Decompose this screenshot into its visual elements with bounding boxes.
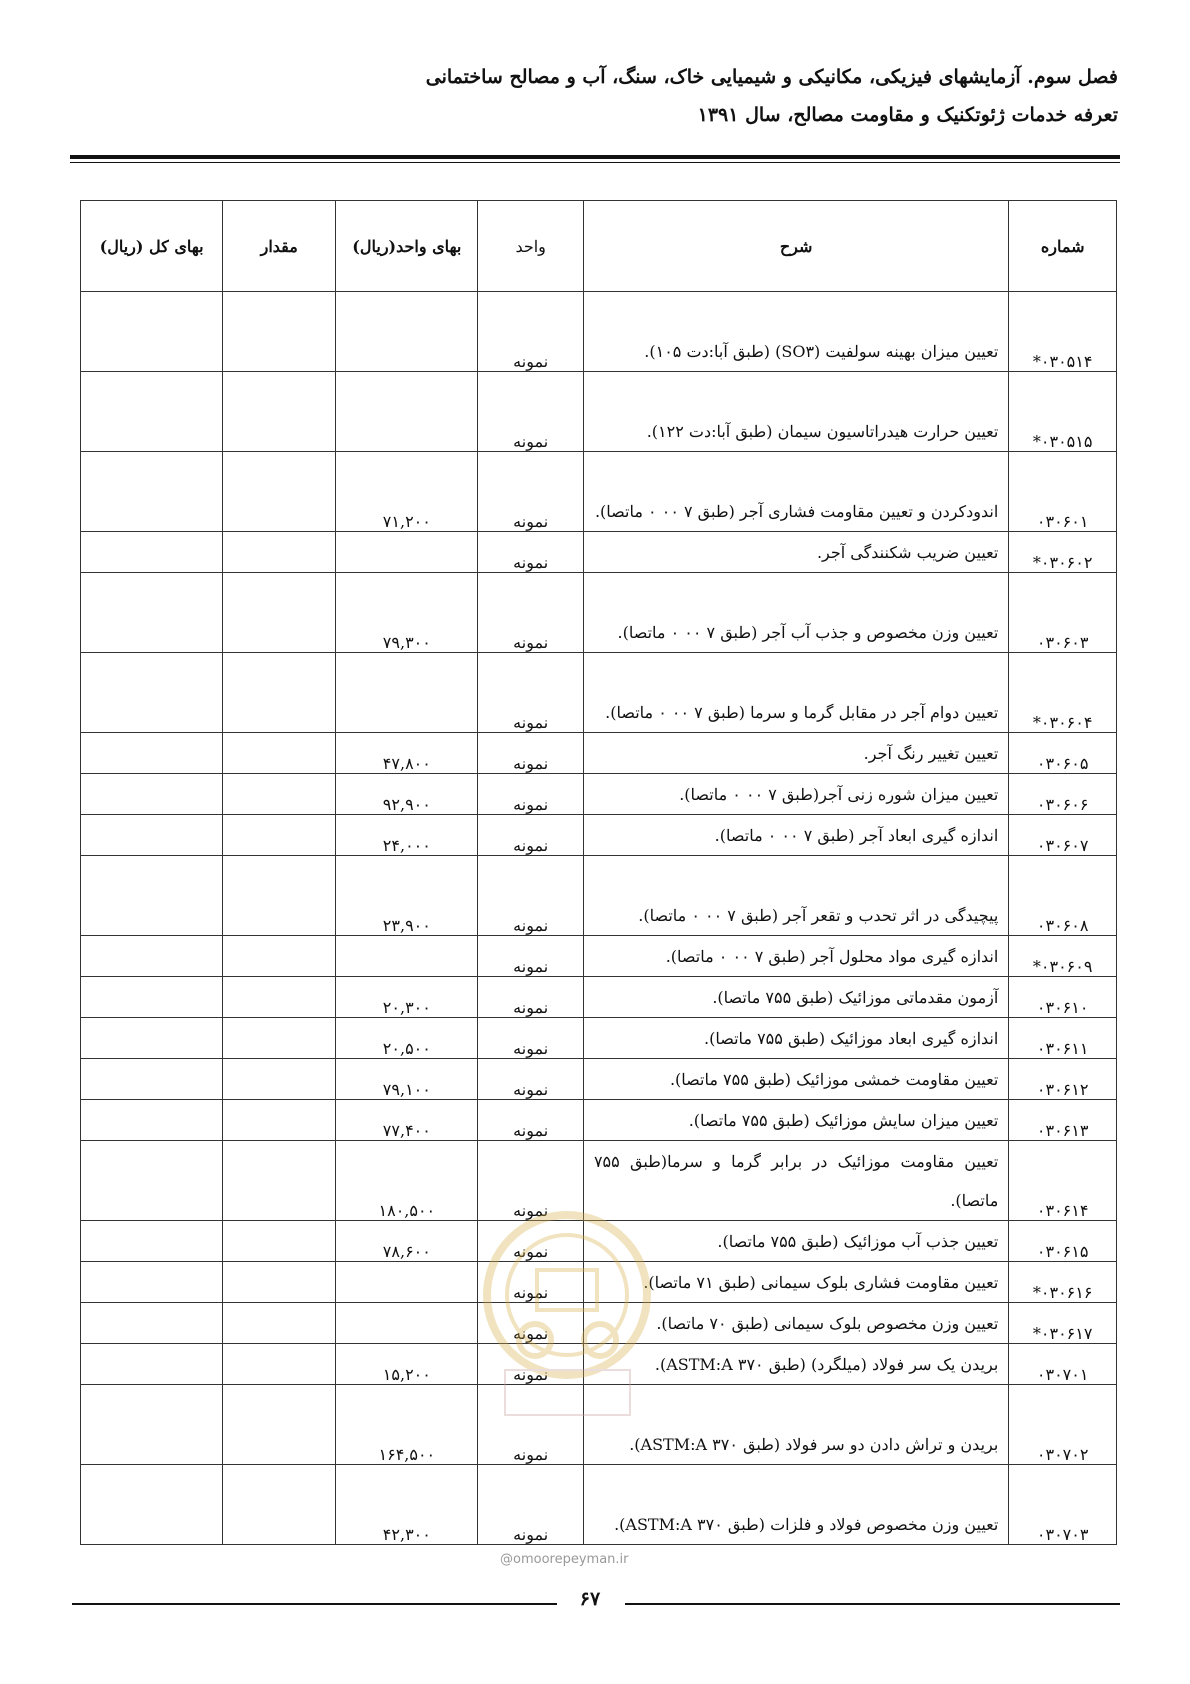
table-row (81, 1059, 1117, 1100)
row-quantity (223, 573, 336, 653)
row-description: تعیین میزان سایش موزائیک (طبق ۷۵۵ ماتصا). (583, 1100, 1008, 1141)
row-unit: نمونه (478, 856, 584, 936)
row-code: ۰۳۰۷۰۳ (1009, 1465, 1117, 1545)
row-unit-price: ۲۰,۵۰۰ (336, 1018, 478, 1059)
row-description: اندودکردن و تعیین مقاومت فشاری آجر (طبق ۷ ۰۰ ۰ ماتصا). (583, 452, 1008, 532)
row-unit: نمونه (478, 1100, 584, 1141)
row-code: ۰۳۰۶۱۵ (1009, 1221, 1117, 1262)
footer-rule-left (72, 1603, 557, 1605)
row-quantity (223, 936, 336, 977)
table-row (81, 573, 1117, 653)
row-total-price (81, 653, 223, 733)
row-description: بریدن یک سر فولاد (میلگرد) (طبق ۳۷۰ ASTM:A). (583, 1344, 1008, 1385)
row-code: ۰۳۰۵۱۵* (1009, 372, 1117, 452)
row-unit: نمونه (478, 1385, 584, 1465)
row-quantity (223, 1018, 336, 1059)
row-code: ۰۳۰۶۰۹* (1009, 936, 1117, 977)
row-description: بریدن و تراش دادن دو سر فولاد (طبق ۳۷۰ ASTM:A). (583, 1385, 1008, 1465)
watermark-text: @omoorepeyman.ir (500, 1552, 629, 1567)
row-unit-price (336, 372, 478, 452)
row-quantity (223, 1344, 336, 1385)
row-description: تعیین مقاومت موزائیک در برابر گرما و سرما(طبق ۷۵۵ ماتصا). (583, 1141, 1008, 1221)
row-quantity (223, 452, 336, 532)
row-total-price (81, 1303, 223, 1344)
row-unit-price: ۷۸,۶۰۰ (336, 1221, 478, 1262)
row-description: تعیین ضریب شکنندگی آجر. (583, 532, 1008, 573)
table-row (81, 292, 1117, 372)
row-quantity (223, 1262, 336, 1303)
table-row (81, 1465, 1117, 1545)
row-description: تعیین تغییر رنگ آجر. (583, 733, 1008, 774)
header-rule-thick (70, 155, 1120, 159)
row-unit-price: ۲۳,۹۰۰ (336, 856, 478, 936)
row-code: ۰۳۰۶۱۲ (1009, 1059, 1117, 1100)
row-unit: نمونه (478, 1344, 584, 1385)
page-number: ۶۷ (579, 1588, 601, 1610)
table-row (81, 936, 1117, 977)
chapter-title: فصل سوم. آزمایشهای فیزیکی، مکانیکی و شیمیایی خاک، سنگ، آب و مصالح ساختمانی (425, 66, 1118, 88)
row-unit-price: ۴۲,۳۰۰ (336, 1465, 478, 1545)
row-unit: نمونه (478, 977, 584, 1018)
footer-rule-right (625, 1603, 1120, 1605)
row-unit: نمونه (478, 372, 584, 452)
document-subtitle: تعرفه خدمات ژئوتکنیک و مقاومت مصالح، سال ۱۳۹۱ (697, 104, 1118, 126)
row-quantity (223, 1141, 336, 1221)
row-unit: نمونه (478, 653, 584, 733)
row-unit: نمونه (478, 733, 584, 774)
page-header (72, 60, 1118, 132)
row-total-price (81, 1221, 223, 1262)
row-unit: نمونه (478, 452, 584, 532)
row-code: ۰۳۰۶۰۶ (1009, 774, 1117, 815)
row-unit-price (336, 532, 478, 573)
row-unit-price (336, 1303, 478, 1344)
row-unit: نمونه (478, 1141, 584, 1221)
table-row (81, 815, 1117, 856)
row-unit: نمونه (478, 1465, 584, 1545)
row-description: اندازه گیری ابعاد موزائیک (طبق ۷۵۵ ماتصا). (583, 1018, 1008, 1059)
row-total-price (81, 977, 223, 1018)
col-header-unit-price: بهای واحد(ریال) (336, 201, 478, 292)
row-quantity (223, 977, 336, 1018)
row-description: تعیین جذب آب موزائیک (طبق ۷۵۵ ماتصا). (583, 1221, 1008, 1262)
row-quantity (223, 532, 336, 573)
row-total-price (81, 1262, 223, 1303)
col-header-total-price: بهای کل (ریال) (81, 201, 223, 292)
row-description: اندازه گیری مواد محلول آجر (طبق ۷ ۰۰ ۰ ماتصا). (583, 936, 1008, 977)
row-quantity (223, 1100, 336, 1141)
row-unit-price: ۱۸۰,۵۰۰ (336, 1141, 478, 1221)
row-code: ۰۳۰۷۰۲ (1009, 1385, 1117, 1465)
row-total-price (81, 1059, 223, 1100)
row-description: تعیین حرارت هیدراتاسیون سیمان (طبق آبا:دت ۱۲۲). (583, 372, 1008, 452)
row-unit: نمونه (478, 936, 584, 977)
row-description: تعیین وزن مخصوص و جذب آب آجر (طبق ۷ ۰۰ ۰ ماتصا). (583, 573, 1008, 653)
col-header-description: شرح (583, 201, 1008, 292)
row-quantity (223, 1465, 336, 1545)
row-quantity (223, 653, 336, 733)
table-row (81, 1018, 1117, 1059)
row-total-price (81, 452, 223, 532)
row-quantity (223, 774, 336, 815)
row-code: ۰۳۰۶۱۷* (1009, 1303, 1117, 1344)
row-description: آزمون مقدماتی موزائیک (طبق ۷۵۵ ماتصا). (583, 977, 1008, 1018)
table-row (81, 452, 1117, 532)
row-quantity (223, 1059, 336, 1100)
row-quantity (223, 372, 336, 452)
row-code: ۰۳۰۵۱۴* (1009, 292, 1117, 372)
row-unit-price (336, 292, 478, 372)
row-total-price (81, 372, 223, 452)
row-total-price (81, 733, 223, 774)
row-total-price (81, 1465, 223, 1545)
header-rule-thin (70, 162, 1120, 163)
row-total-price (81, 292, 223, 372)
row-total-price (81, 1385, 223, 1465)
row-unit-price: ۴۷,۸۰۰ (336, 733, 478, 774)
table-row (81, 1100, 1117, 1141)
row-description: تعیین میزان شوره زنی آجر(طبق ۷ ۰۰ ۰ ماتصا). (583, 774, 1008, 815)
row-description: تعیین مقاومت فشاری بلوک سیمانی (طبق ۷۱ ماتصا). (583, 1262, 1008, 1303)
row-unit: نمونه (478, 1303, 584, 1344)
row-total-price (81, 856, 223, 936)
seal-watermark (475, 1200, 660, 1420)
row-unit-price: ۷۹,۳۰۰ (336, 573, 478, 653)
table-row (81, 856, 1117, 936)
row-unit-price (336, 1262, 478, 1303)
row-quantity (223, 292, 336, 372)
row-total-price (81, 1100, 223, 1141)
row-total-price (81, 1344, 223, 1385)
row-code: ۰۳۰۶۰۵ (1009, 733, 1117, 774)
table-row (81, 774, 1117, 815)
row-code: ۰۳۰۶۰۳ (1009, 573, 1117, 653)
row-code: ۰۳۰۶۱۰ (1009, 977, 1117, 1018)
row-code: ۰۳۰۶۱۴ (1009, 1141, 1117, 1221)
row-unit-price: ۱۶۴,۵۰۰ (336, 1385, 478, 1465)
row-unit: نمونه (478, 1018, 584, 1059)
table-row (81, 977, 1117, 1018)
row-quantity (223, 1303, 336, 1344)
row-total-price (81, 532, 223, 573)
row-code: ۰۳۰۶۱۳ (1009, 1100, 1117, 1141)
row-description: تعیین وزن مخصوص فولاد و فلزات (طبق ۳۷۰ ASTM:A). (583, 1465, 1008, 1545)
row-description: پیچیدگی در اثر تحدب و تقعر آجر (طبق ۷ ۰۰ ۰ ماتصا). (583, 856, 1008, 936)
row-unit: نمونه (478, 573, 584, 653)
row-unit-price: ۲۰,۳۰۰ (336, 977, 478, 1018)
row-description: تعیین مقاومت خمشی موزائیک (طبق ۷۵۵ ماتصا). (583, 1059, 1008, 1100)
row-description: تعیین دوام آجر در مقابل گرما و سرما (طبق ۷ ۰۰ ۰ ماتصا). (583, 653, 1008, 733)
row-total-price (81, 1141, 223, 1221)
row-unit-price: ۹۲,۹۰۰ (336, 774, 478, 815)
row-unit: نمونه (478, 292, 584, 372)
row-code: ۰۳۰۷۰۱ (1009, 1344, 1117, 1385)
row-code: ۰۳۰۶۰۷ (1009, 815, 1117, 856)
table-row (81, 532, 1117, 573)
row-description: تعیین میزان بهینه سولفیت (SO۳) (طبق آبا:دت ۱۰۵). (583, 292, 1008, 372)
row-quantity (223, 1221, 336, 1262)
col-header-unit: واحد (478, 201, 584, 292)
row-code: ۰۳۰۶۱۱ (1009, 1018, 1117, 1059)
row-total-price (81, 573, 223, 653)
row-unit: نمونه (478, 774, 584, 815)
row-code: ۰۳۰۶۰۸ (1009, 856, 1117, 936)
row-code: ۰۳۰۶۰۱ (1009, 452, 1117, 532)
row-unit-price (336, 936, 478, 977)
row-unit-price: ۷۱,۲۰۰ (336, 452, 478, 532)
row-unit-price: ۲۴,۰۰۰ (336, 815, 478, 856)
row-code: ۰۳۰۶۰۲* (1009, 532, 1117, 573)
col-header-quantity: مقدار (223, 201, 336, 292)
row-quantity (223, 815, 336, 856)
row-code: ۰۳۰۶۱۶* (1009, 1262, 1117, 1303)
row-description: اندازه گیری ابعاد آجر (طبق ۷ ۰۰ ۰ ماتصا). (583, 815, 1008, 856)
table-row (81, 372, 1117, 452)
row-total-price (81, 815, 223, 856)
row-quantity (223, 733, 336, 774)
row-unit-price: ۷۷,۴۰۰ (336, 1100, 478, 1141)
col-header-code: شماره (1009, 201, 1117, 292)
row-unit: نمونه (478, 1059, 584, 1100)
row-unit: نمونه (478, 815, 584, 856)
row-unit: نمونه (478, 532, 584, 573)
row-total-price (81, 936, 223, 977)
table-header-row (81, 201, 1117, 292)
row-unit-price (336, 653, 478, 733)
row-unit-price: ۱۵,۲۰۰ (336, 1344, 478, 1385)
row-quantity (223, 856, 336, 936)
row-quantity (223, 1385, 336, 1465)
row-unit: نمونه (478, 1262, 584, 1303)
row-total-price (81, 1018, 223, 1059)
row-description: تعیین وزن مخصوص بلوک سیمانی (طبق ۷۰ ماتصا). (583, 1303, 1008, 1344)
row-total-price (81, 774, 223, 815)
row-code: ۰۳۰۶۰۴* (1009, 653, 1117, 733)
row-unit-price: ۷۹,۱۰۰ (336, 1059, 478, 1100)
table-row (81, 653, 1117, 733)
row-unit: نمونه (478, 1221, 584, 1262)
table-row (81, 733, 1117, 774)
